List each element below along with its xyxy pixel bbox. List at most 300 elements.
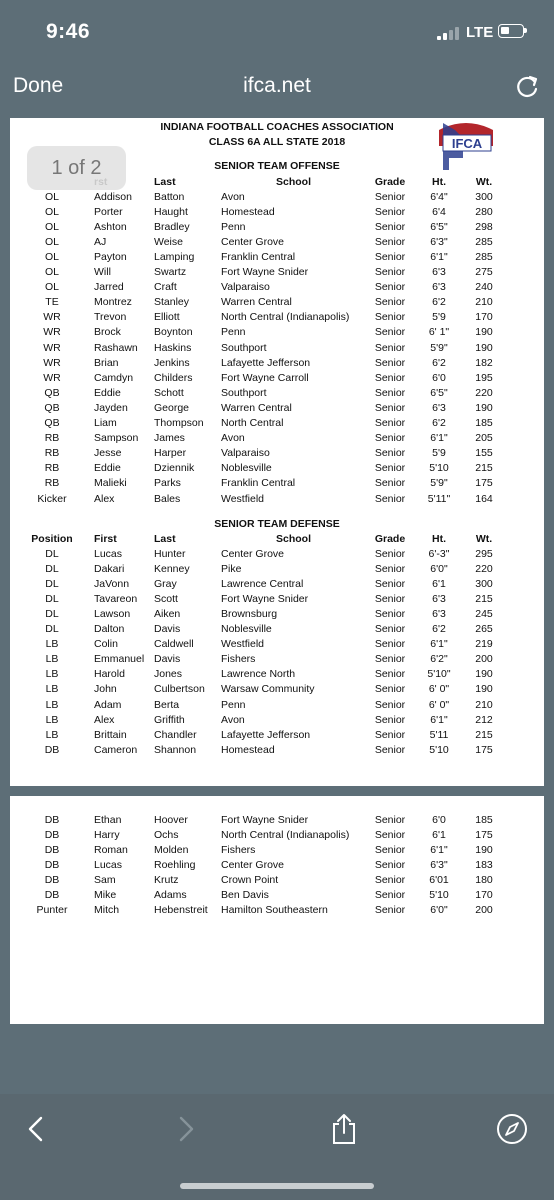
cell-weight: 195 bbox=[475, 371, 493, 384]
cell-last: Caldwell bbox=[154, 638, 194, 651]
cell-weight: 170 bbox=[475, 889, 493, 902]
cell-first: Dalton bbox=[94, 623, 125, 636]
cell-first: Porter bbox=[94, 205, 123, 218]
defense-table bbox=[10, 531, 504, 757]
cell-school: Westfield bbox=[221, 638, 264, 651]
cell-height: 6'0 bbox=[432, 813, 446, 826]
cell-height: 5'10 bbox=[429, 462, 449, 475]
cell-weight: 175 bbox=[475, 828, 493, 841]
cell-position: LB bbox=[45, 668, 59, 681]
cell-height: 6'3 bbox=[432, 608, 446, 621]
cell-last: Swartz bbox=[154, 266, 187, 279]
cell-last: Shannon bbox=[154, 743, 197, 756]
cell-grade: Senior bbox=[374, 386, 406, 399]
cell-weight: 190 bbox=[475, 341, 493, 354]
cell-school: Pike bbox=[221, 562, 242, 575]
cell-last: Parks bbox=[154, 477, 181, 490]
cell-last: Molden bbox=[154, 843, 189, 856]
cell-weight: 295 bbox=[475, 547, 493, 560]
column-header: Position bbox=[31, 532, 73, 545]
cell-school: Franklin Central bbox=[221, 477, 296, 490]
cell-weight: 190 bbox=[475, 326, 493, 339]
cell-height: 6'3" bbox=[430, 235, 448, 248]
cell-height: 5'10" bbox=[427, 668, 451, 681]
cell-last: Roehling bbox=[154, 858, 196, 871]
cell-first: Malieki bbox=[94, 477, 127, 490]
done-button[interactable]: Done bbox=[13, 74, 64, 97]
table-row bbox=[10, 667, 504, 682]
cell-grade: Senior bbox=[374, 843, 406, 856]
cell-height: 6'0 bbox=[432, 371, 446, 384]
cell-last: Schott bbox=[154, 386, 184, 399]
cell-grade: Senior bbox=[374, 341, 406, 354]
cell-first: Rashawn bbox=[94, 341, 138, 354]
table-row bbox=[10, 204, 504, 219]
cell-grade: Senior bbox=[374, 281, 406, 294]
cell-grade: Senior bbox=[374, 728, 406, 741]
cell-weight: 220 bbox=[475, 562, 493, 575]
cell-grade: Senior bbox=[374, 638, 406, 651]
cell-position: OL bbox=[44, 281, 59, 294]
cell-school: Center Grove bbox=[221, 235, 285, 248]
page-indicator: 1 of 2 bbox=[27, 146, 126, 190]
status-bar bbox=[0, 0, 554, 62]
table-row bbox=[10, 827, 504, 842]
cell-school: Ben Davis bbox=[221, 889, 269, 902]
cell-position: DL bbox=[45, 562, 59, 575]
cell-school: Valparaiso bbox=[221, 447, 270, 460]
cell-first: Mitch bbox=[94, 904, 120, 917]
cell-school: Lawrence North bbox=[221, 668, 296, 681]
cell-school: Warsaw Community bbox=[221, 683, 315, 696]
cell-last: Hunter bbox=[154, 547, 186, 560]
cell-position: OL bbox=[44, 205, 59, 218]
table-row bbox=[10, 310, 504, 325]
cell-grade: Senior bbox=[374, 417, 406, 430]
table-row bbox=[10, 712, 504, 727]
cell-weight: 170 bbox=[475, 311, 493, 324]
cell-school: Fishers bbox=[221, 843, 256, 856]
cell-first: Jarred bbox=[94, 281, 124, 294]
forward-icon[interactable] bbox=[168, 1112, 202, 1146]
cell-position: DB bbox=[44, 873, 60, 886]
cell-grade: Senior bbox=[374, 592, 406, 605]
cell-last: Hoover bbox=[154, 813, 188, 826]
nav-bar bbox=[0, 62, 554, 110]
cell-grade: Senior bbox=[374, 462, 406, 475]
pdf-page-1 bbox=[10, 118, 544, 786]
cell-position: TE bbox=[45, 296, 59, 309]
table-row bbox=[10, 234, 504, 249]
cell-position: DL bbox=[45, 608, 59, 621]
cell-first: Harry bbox=[94, 828, 120, 841]
cell-weight: 240 bbox=[475, 281, 493, 294]
cell-school: Penn bbox=[221, 326, 246, 339]
cell-grade: Senior bbox=[374, 608, 406, 621]
status-time: 9:46 bbox=[46, 20, 91, 43]
cell-first: John bbox=[94, 683, 117, 696]
column-header: Wt. bbox=[475, 532, 493, 545]
pdf-page-2 bbox=[10, 796, 544, 1024]
cell-first: Jesse bbox=[94, 447, 122, 460]
cell-school: Fishers bbox=[221, 653, 256, 666]
cell-last: Jenkins bbox=[154, 356, 190, 369]
cell-position: LB bbox=[45, 653, 59, 666]
cell-last: Kenney bbox=[154, 562, 190, 575]
cell-grade: Senior bbox=[374, 623, 406, 636]
cell-grade: Senior bbox=[374, 401, 406, 414]
cell-position: WR bbox=[43, 311, 61, 324]
table-row bbox=[10, 742, 504, 757]
cell-last: George bbox=[154, 401, 190, 414]
cell-last: Griffith bbox=[154, 713, 185, 726]
cell-grade: Senior bbox=[374, 251, 406, 264]
cell-position: DB bbox=[44, 828, 60, 841]
table-row bbox=[10, 249, 504, 264]
cell-school: Hamilton Southeastern bbox=[221, 904, 328, 917]
cell-weight: 175 bbox=[475, 477, 493, 490]
cell-school: Avon bbox=[221, 713, 245, 726]
cell-school: Avon bbox=[221, 190, 245, 203]
cell-grade: Senior bbox=[374, 432, 406, 445]
cell-grade: Senior bbox=[374, 266, 406, 279]
table-row bbox=[10, 265, 504, 280]
table-row bbox=[10, 842, 504, 857]
cell-last: Culbertson bbox=[154, 683, 205, 696]
cell-last: Batton bbox=[154, 190, 185, 203]
cell-weight: 175 bbox=[475, 743, 493, 756]
table-row bbox=[10, 872, 504, 887]
cell-grade: Senior bbox=[374, 356, 406, 369]
cell-first: Cameron bbox=[94, 743, 138, 756]
defense-title: SENIOR TEAM DEFENSE bbox=[214, 518, 340, 530]
cell-first: Ethan bbox=[94, 813, 122, 826]
battery-icon bbox=[498, 24, 524, 38]
cell-height: 6'0" bbox=[430, 562, 448, 575]
column-header: First bbox=[94, 532, 117, 545]
cell-first: Lucas bbox=[94, 547, 123, 560]
cell-first: Dakari bbox=[94, 562, 125, 575]
defense-table-continued bbox=[10, 812, 504, 918]
table-row bbox=[10, 727, 504, 742]
cell-grade: Senior bbox=[374, 235, 406, 248]
cell-height: 6'1" bbox=[430, 843, 448, 856]
cell-grade: Senior bbox=[374, 698, 406, 711]
cell-last: Davis bbox=[154, 623, 181, 636]
cell-height: 6'4" bbox=[430, 190, 448, 203]
cell-height: 6'2 bbox=[432, 417, 446, 430]
cell-first: Adam bbox=[94, 698, 122, 711]
cell-position: RB bbox=[44, 432, 60, 445]
cell-weight: 200 bbox=[475, 653, 493, 666]
cell-grade: Senior bbox=[374, 296, 406, 309]
cell-last: Krutz bbox=[154, 873, 179, 886]
cell-grade: Senior bbox=[374, 220, 406, 233]
cell-height: 6'3 bbox=[432, 592, 446, 605]
cell-school: Southport bbox=[221, 341, 267, 354]
cell-position: WR bbox=[43, 356, 61, 369]
cell-weight: 190 bbox=[475, 668, 493, 681]
cell-height: 5'11 bbox=[429, 728, 449, 741]
cell-school: Fort Wayne Snider bbox=[221, 592, 309, 605]
cell-weight: 183 bbox=[475, 858, 493, 871]
cell-last: Bales bbox=[154, 492, 181, 505]
cell-first: Tavareon bbox=[94, 592, 138, 605]
cell-school: Homestead bbox=[221, 743, 275, 756]
cell-weight: 220 bbox=[475, 386, 493, 399]
cell-school: Westfield bbox=[221, 492, 264, 505]
cell-grade: Senior bbox=[374, 562, 406, 575]
network-label: LTE bbox=[466, 24, 494, 41]
cell-height: 5'10 bbox=[429, 889, 449, 902]
cell-last: James bbox=[154, 432, 185, 445]
cell-weight: 285 bbox=[475, 251, 493, 264]
cell-first: Payton bbox=[94, 251, 127, 264]
logo-text: IFCA bbox=[451, 136, 483, 151]
cell-last: Bradley bbox=[154, 220, 190, 233]
cell-position: WR bbox=[43, 326, 61, 339]
cell-first: Brittain bbox=[94, 728, 127, 741]
cell-last: Scott bbox=[154, 592, 178, 605]
cell-school: Fort Wayne Snider bbox=[221, 813, 309, 826]
cell-position: Kicker bbox=[37, 492, 67, 505]
cell-first: Roman bbox=[94, 843, 128, 856]
cell-school: Crown Point bbox=[221, 873, 279, 886]
cell-first: Eddie bbox=[94, 462, 121, 475]
share-icon[interactable] bbox=[327, 1112, 361, 1146]
cell-last: Boynton bbox=[154, 326, 193, 339]
cell-height: 5'9 bbox=[432, 447, 446, 460]
cell-weight: 190 bbox=[475, 401, 493, 414]
cell-last: Gray bbox=[154, 577, 177, 590]
cell-weight: 210 bbox=[475, 698, 493, 711]
cell-weight: 185 bbox=[475, 417, 493, 430]
cell-school: Fort Wayne Carroll bbox=[221, 371, 309, 384]
cell-first: Mike bbox=[94, 889, 117, 902]
cell-first: Addison bbox=[94, 190, 132, 203]
cell-weight: 190 bbox=[475, 843, 493, 856]
table-row bbox=[10, 903, 504, 918]
cell-height: 6'01 bbox=[429, 873, 449, 886]
cell-height: 6'0" bbox=[430, 904, 448, 917]
cell-height: 5'10 bbox=[429, 743, 449, 756]
cell-last: Hebenstreit bbox=[154, 904, 208, 917]
cell-weight: 215 bbox=[475, 592, 493, 605]
cell-school: Fort Wayne Snider bbox=[221, 266, 309, 279]
table-row bbox=[10, 400, 504, 415]
offense-title: SENIOR TEAM OFFENSE bbox=[214, 160, 340, 172]
cell-grade: Senior bbox=[374, 447, 406, 460]
cell-grade: Senior bbox=[374, 371, 406, 384]
cell-position: LB bbox=[45, 713, 59, 726]
cell-last: Davis bbox=[154, 653, 181, 666]
cell-grade: Senior bbox=[374, 713, 406, 726]
cell-last: Craft bbox=[154, 281, 177, 294]
cell-last: Weise bbox=[154, 235, 183, 248]
cell-height: 6' 0" bbox=[428, 683, 450, 696]
table-row bbox=[10, 491, 504, 506]
cell-first: Lucas bbox=[94, 858, 123, 871]
cell-weight: 205 bbox=[475, 432, 493, 445]
cell-grade: Senior bbox=[374, 190, 406, 203]
column-header: Wt. bbox=[475, 175, 493, 188]
cell-weight: 245 bbox=[475, 608, 493, 621]
table-row bbox=[10, 476, 504, 491]
table-row bbox=[10, 461, 504, 476]
cell-school: Valparaiso bbox=[221, 281, 270, 294]
cell-grade: Senior bbox=[374, 653, 406, 666]
cell-position: LB bbox=[45, 728, 59, 741]
cell-height: 6'1" bbox=[430, 432, 448, 445]
cell-last: Chandler bbox=[154, 728, 197, 741]
table-row bbox=[10, 652, 504, 667]
table-row bbox=[10, 355, 504, 370]
cell-last: Adams bbox=[154, 889, 187, 902]
cell-height: 6'2 bbox=[432, 623, 446, 636]
table-row bbox=[10, 385, 504, 400]
home-indicator bbox=[180, 1183, 374, 1189]
cell-last: Thompson bbox=[154, 417, 204, 430]
url-title: ifca.net bbox=[243, 74, 311, 97]
cell-position: WR bbox=[43, 371, 61, 384]
table-row bbox=[10, 606, 504, 621]
column-header: School bbox=[275, 532, 311, 545]
cell-first: Colin bbox=[94, 638, 118, 651]
cell-first: Brian bbox=[94, 356, 119, 369]
cell-weight: 215 bbox=[475, 462, 493, 475]
cell-position: OL bbox=[44, 251, 59, 264]
table-row bbox=[10, 219, 504, 234]
cell-position: DB bbox=[44, 743, 60, 756]
cell-first: Emmanuel bbox=[94, 653, 145, 666]
cell-position: DL bbox=[45, 577, 59, 590]
cell-grade: Senior bbox=[374, 205, 406, 218]
cell-height: 6' 1" bbox=[428, 326, 450, 339]
cell-weight: 212 bbox=[475, 713, 493, 726]
cell-first: Sam bbox=[94, 873, 116, 886]
cell-last: Jones bbox=[154, 668, 183, 681]
column-header: Ht. bbox=[432, 532, 446, 545]
cell-height: 6'2 bbox=[432, 356, 446, 369]
cell-school: Center Grove bbox=[221, 858, 285, 871]
cell-position: DB bbox=[44, 889, 60, 902]
table-row bbox=[10, 576, 504, 591]
cell-height: 6'1 bbox=[432, 828, 446, 841]
cell-school: Lawrence Central bbox=[221, 577, 304, 590]
cell-position: LB bbox=[45, 698, 59, 711]
cell-grade: Senior bbox=[374, 858, 406, 871]
cell-weight: 280 bbox=[475, 205, 493, 218]
cell-weight: 155 bbox=[475, 447, 493, 460]
cell-first: AJ bbox=[94, 235, 107, 248]
cell-grade: Senior bbox=[374, 743, 406, 756]
signal-icon bbox=[437, 24, 463, 40]
table-row bbox=[10, 295, 504, 310]
cell-position: QB bbox=[44, 417, 60, 430]
cell-grade: Senior bbox=[374, 547, 406, 560]
cell-height: 5'9" bbox=[430, 477, 448, 490]
cell-position: OL bbox=[44, 220, 59, 233]
cell-height: 6'3" bbox=[430, 858, 448, 871]
table-row bbox=[10, 446, 504, 461]
cell-last: Aiken bbox=[154, 608, 181, 621]
reload-icon[interactable] bbox=[512, 72, 542, 102]
column-header: School bbox=[275, 175, 311, 188]
cell-first: Montrez bbox=[94, 296, 132, 309]
cell-weight: 300 bbox=[475, 190, 493, 203]
cell-height: 6'2 bbox=[432, 296, 446, 309]
cell-position: QB bbox=[44, 386, 60, 399]
column-header: Last bbox=[154, 175, 176, 188]
table-row bbox=[10, 622, 504, 637]
cell-last: Ochs bbox=[154, 828, 179, 841]
cell-first: Alex bbox=[94, 492, 115, 505]
cell-first: Alex bbox=[94, 713, 115, 726]
cell-position: RB bbox=[44, 447, 60, 460]
cell-weight: 164 bbox=[475, 492, 493, 505]
cell-school: North Central (Indianapolis) bbox=[221, 311, 350, 324]
cell-first: Camdyn bbox=[94, 371, 134, 384]
cell-last: Haught bbox=[154, 205, 188, 218]
cell-school: Penn bbox=[221, 698, 246, 711]
table-row bbox=[10, 591, 504, 606]
cell-position: LB bbox=[45, 683, 59, 696]
cell-grade: Senior bbox=[374, 577, 406, 590]
cell-school: Warren Central bbox=[221, 296, 292, 309]
cell-grade: Senior bbox=[374, 326, 406, 339]
cell-school: Franklin Central bbox=[221, 251, 296, 264]
cell-grade: Senior bbox=[374, 873, 406, 886]
table-row bbox=[10, 682, 504, 697]
table-row bbox=[10, 189, 504, 204]
cell-last: Childers bbox=[154, 371, 193, 384]
cell-height: 6'5" bbox=[430, 220, 448, 233]
cell-school: North Central (Indianapolis) bbox=[221, 828, 350, 841]
cell-first: Jayden bbox=[94, 401, 128, 414]
back-icon[interactable] bbox=[20, 1112, 54, 1146]
cell-position: Punter bbox=[36, 904, 68, 917]
column-header: Ht. bbox=[432, 175, 446, 188]
cell-weight: 200 bbox=[475, 904, 493, 917]
cell-position: DB bbox=[44, 858, 60, 871]
cell-first: Eddie bbox=[94, 386, 121, 399]
cell-position: OL bbox=[44, 190, 59, 203]
cell-school: Lafayette Jefferson bbox=[221, 728, 311, 741]
cell-grade: Senior bbox=[374, 889, 406, 902]
cell-last: Dziennik bbox=[154, 462, 195, 475]
cell-grade: Senior bbox=[374, 668, 406, 681]
cell-position: OL bbox=[44, 266, 59, 279]
cell-school: Penn bbox=[221, 220, 246, 233]
cell-grade: Senior bbox=[374, 311, 406, 324]
column-header: Last bbox=[154, 532, 176, 545]
cell-height: 6'3 bbox=[432, 401, 446, 414]
cell-height: 6'1 bbox=[432, 577, 446, 590]
table-row bbox=[10, 416, 504, 431]
cell-height: 6' 0" bbox=[428, 698, 450, 711]
table-row bbox=[10, 857, 504, 872]
cell-weight: 219 bbox=[475, 638, 493, 651]
cell-grade: Senior bbox=[374, 477, 406, 490]
table-row bbox=[10, 561, 504, 576]
cell-school: Warren Central bbox=[221, 401, 292, 414]
cell-position: DL bbox=[45, 623, 59, 636]
column-header: Grade bbox=[374, 175, 406, 188]
cell-height: 6'-3" bbox=[428, 547, 450, 560]
cell-weight: 182 bbox=[475, 356, 493, 369]
compass-icon[interactable] bbox=[495, 1112, 529, 1146]
cell-height: 6'3 bbox=[432, 266, 446, 279]
